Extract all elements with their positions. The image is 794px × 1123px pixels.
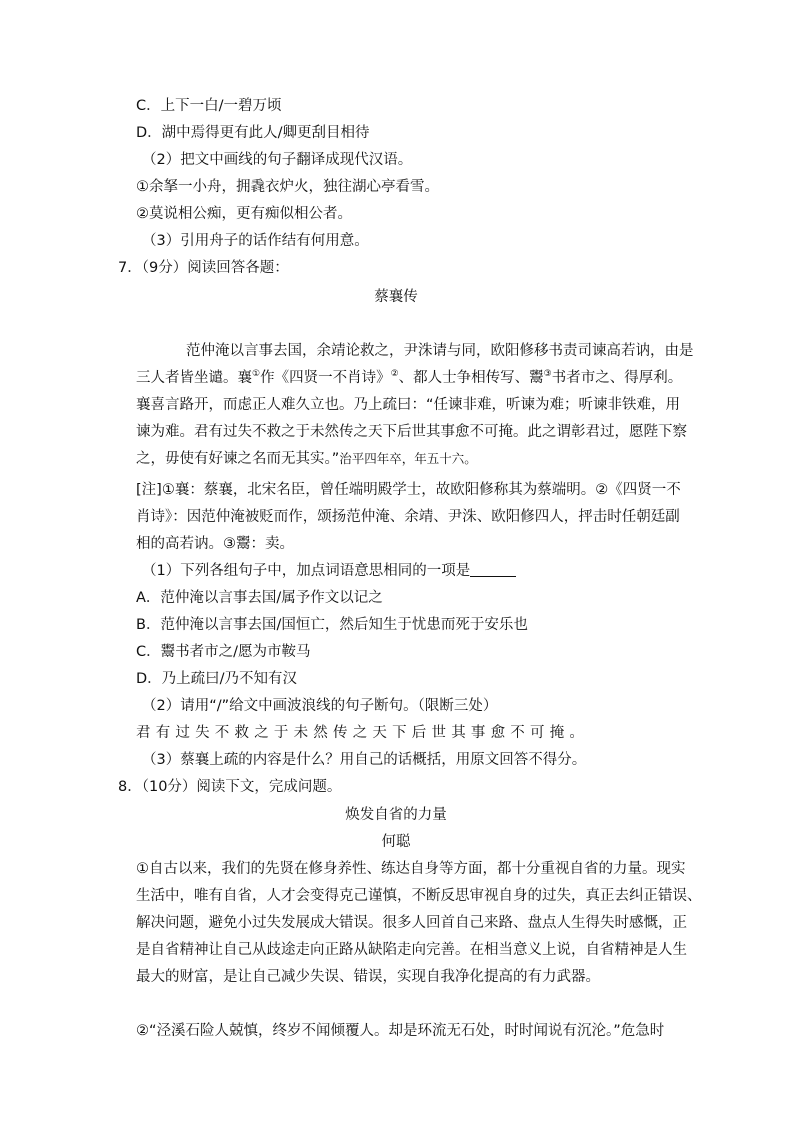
q7-passage-line: 范仲淹以言事去国，余靖论救之，尹洙请与同，欧阳修移书责司谏高若讷，由是 bbox=[186, 343, 694, 359]
q6-sentence-2: ②莫说相公痴，更有痴似相公者。 bbox=[136, 206, 352, 222]
q7-wavy-sentence: 君有过失不救之于未然传之天下后世其事愈不可掩。 bbox=[136, 725, 590, 741]
q8-paragraph-line: ②“泾溪石险人兢慎，终岁不闻倾覆人。却是环流无石处，时时闻说有沉沦。”危急时 bbox=[136, 1023, 665, 1039]
q8-paragraph-line: ①自古以来，我们的先贤在修身养性、练达自身等方面，都十分重视自省的力量。现实 bbox=[136, 861, 686, 877]
question-text: （1）下列各组句子中，加点词语意思相同的一项是 bbox=[142, 563, 471, 579]
q7-passage-line bbox=[136, 449, 477, 469]
q8-author: 何聪 bbox=[381, 834, 411, 850]
q7-option-c: C．鬻书者市之/愿为市鞍马 bbox=[136, 644, 311, 660]
q8-paragraph-line: 解决问题，避免小过失发展成大错误。很多人回首自己来路、盘点人生得失时感慨，正 bbox=[136, 915, 687, 931]
q7-heading: 7．（9分）阅读回答各题： bbox=[118, 260, 289, 276]
q8-heading: 8．（10分）阅读下文，完成问题。 bbox=[118, 779, 342, 795]
q8-paragraph-line: 最大的财富，是让自己减少失误、错误，实现自我净化提高的有力武器。 bbox=[136, 969, 600, 985]
q8-paragraph-line: 是自省精神让自己从歧途走向正路从缺陷走向完善。在相当意义上说，自省精神是人生 bbox=[136, 942, 687, 958]
passage-text: 、都人士争相传写、鬻 bbox=[398, 370, 544, 386]
footnote-marker: ② bbox=[390, 369, 399, 380]
q7-passage-line: 谏为难。君有过失不救之于未然传之天下后世其事愈不可掩。此之谓彰君过，愿陛下察 bbox=[136, 424, 687, 440]
passage-text: 之，毋使有好谏之名而无其实。” bbox=[136, 451, 340, 467]
q6-sentence-1: ①余拏一小舟，拥毳衣炉火，独往湖心亭看雪。 bbox=[136, 179, 439, 195]
answer-blank[interactable] bbox=[470, 562, 516, 577]
passage-text: 作《四贤一不肖诗》 bbox=[260, 370, 391, 386]
q7-passage-line: 襄喜言路开，而虑正人难久立也。乃上疏曰：“任谏非难，听谏为难；听谏非铁难，用 bbox=[136, 397, 681, 413]
q7-option-b: B．范仲淹以言事去国/国恒亡，然后知生于忧患而死于安乐也 bbox=[136, 617, 528, 633]
q7-subquestion-3: （3）蔡襄上疏的内容是什么？用自己的话概括，用原文回答不得分。 bbox=[142, 752, 587, 768]
footnote-marker: ① bbox=[252, 369, 261, 380]
q7-note-line: 相的高若讷。③鬻：卖。 bbox=[136, 536, 294, 552]
q6-option-c: C．上下一白/一碧万顷 bbox=[136, 98, 282, 114]
q7-note-line: [注]①襄：蔡襄，北宋名臣，曾任端明殿学士，故欧阳修称其为蔡端明。②《四贤一不 bbox=[136, 482, 681, 498]
q6-subquestion-2: （2）把文中画线的句子翻译成现代汉语。 bbox=[142, 152, 413, 168]
q6-subquestion-3: （3）引用舟子的话作结有何用意。 bbox=[142, 233, 369, 249]
q7-subquestion-1 bbox=[142, 561, 516, 581]
q6-option-d: D．湖中焉得更有此人/卿更刮目相待 bbox=[136, 125, 370, 141]
passage-text-small: 治平四年卒，年五十六。 bbox=[339, 451, 477, 466]
q8-paragraph-line: 生活中，唯有自省，人才会变得克己谨慎，不断反思审视自身的过失，真正去纠正错误、 bbox=[136, 888, 702, 904]
q7-note-line: 肖诗》：因范仲淹被贬而作，颂扬范仲淹、余靖、尹洙、欧阳修四人，抨击时任朝廷副 bbox=[136, 509, 680, 525]
footnote-marker: ③ bbox=[543, 369, 552, 380]
q7-subquestion-2: （2）请用“/”给文中画波浪线的句子断句。（限断三处） bbox=[142, 698, 498, 714]
q7-passage-title: 蔡襄传 bbox=[374, 289, 418, 305]
passage-text: 三人者皆坐谴。襄 bbox=[136, 370, 252, 386]
passage-text: 书者市之、得厚利。 bbox=[551, 370, 683, 386]
q7-option-d: D．乃上疏曰/乃不知有汉 bbox=[136, 671, 298, 687]
q8-article-title: 焕发自省的力量 bbox=[345, 807, 447, 823]
q7-option-a: A．范仲淹以言事去国/属予作文以记之 bbox=[136, 590, 383, 606]
q7-passage-line bbox=[136, 368, 683, 388]
